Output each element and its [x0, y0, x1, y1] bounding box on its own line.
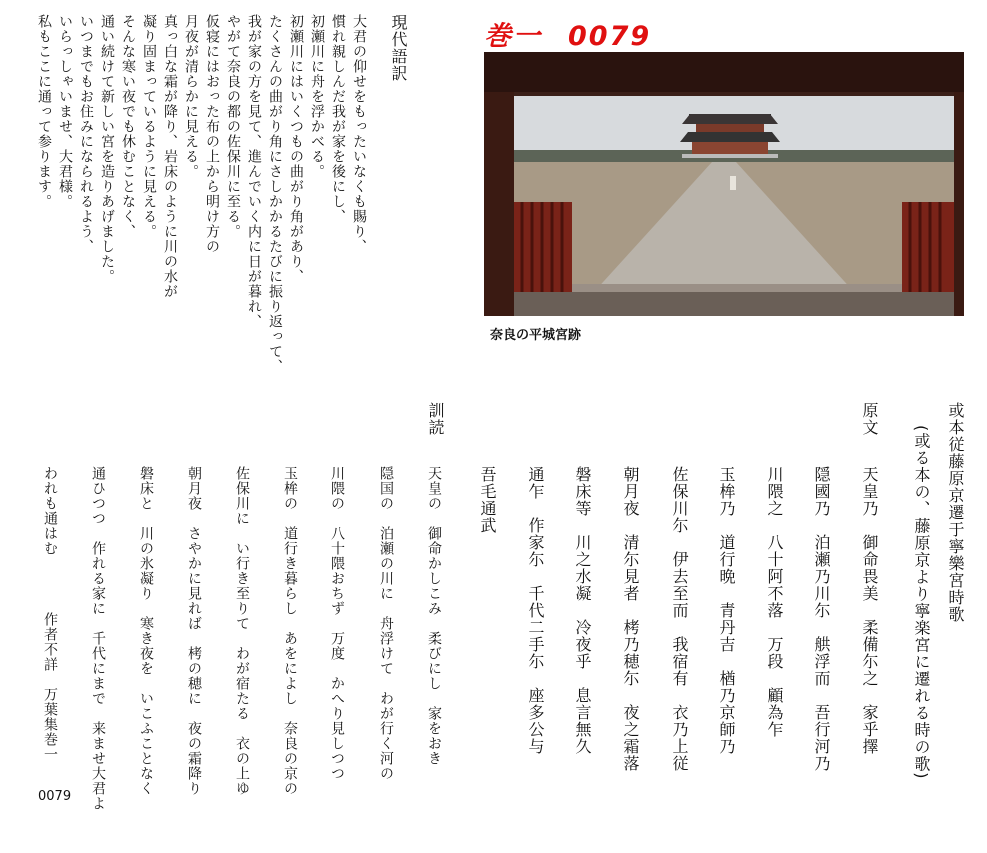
photo-caption: 奈良の平城宮跡 — [490, 328, 582, 343]
kundoku-line: われも通はむ — [42, 466, 58, 556]
original-line: 朝月夜 清尓見者 栲乃穂尓 夜之霜落 — [621, 466, 640, 772]
original-line: 天皇乃 御命畏美 柔備尓之 家乎擇 — [860, 466, 879, 755]
volume-title — [484, 14, 651, 53]
modern-heading: 現代語訳 — [389, 14, 408, 82]
original-line: 通乍 作家尓 千代二手尓 座多公与 — [526, 466, 545, 755]
original-line: 隠國乃 泊瀬乃川尓 舼浮而 吾行河乃 — [812, 466, 831, 772]
modern-line: 通い続けて新しい宮を造りあげました。 — [99, 14, 115, 284]
preface-reading: (或る本の、藤原京より寧楽宮に遷れる時の歌) — [912, 425, 931, 780]
modern-line: いらっしゃいませ、大君様。 — [57, 14, 73, 209]
modern-line: そんな寒い夜でも休むことなく、 — [120, 14, 136, 239]
modern-line: 凝り固まっているように見える。 — [141, 14, 157, 239]
modern-line: 私もここに通って参ります。 — [36, 14, 52, 209]
kundoku-line: 川隈の 八十隈おちず 万度 かへり見しつつ — [329, 466, 345, 781]
kundoku-heading: 訓読 — [426, 402, 445, 436]
modern-line: たくさんの曲がり角にさしかかるたびに振り返って、 — [267, 14, 283, 374]
original-line: 佐保川尓 伊去至而 我宿有 衣乃上従 — [670, 466, 689, 772]
author-credit: 作者不詳 万葉集巻一 — [42, 612, 58, 762]
original-line: 玉桙乃 道行晩 青丹吉 楢乃京師乃 — [717, 466, 736, 755]
modern-line: 初瀬川にはいくつもの曲がり角があり、 — [288, 14, 304, 284]
kundoku-line: 玉桙の 道行き暮らし あをによし 奈良の京の — [282, 466, 298, 796]
poem-number: 0079 — [568, 21, 652, 52]
modern-line: 初瀬川に舟を浮かべる。 — [309, 14, 325, 179]
modern-line: 大君の仰せをもったいなくも賜り、 — [351, 14, 367, 254]
original-line: 川隈之 八十阿不落 万段 顧為乍 — [765, 466, 784, 738]
original-line: 吾毛通武 — [478, 466, 497, 534]
original-heading: 原文 — [860, 402, 879, 436]
kundoku-line: 佐保川に い行き至りて わが宿たる 衣の上ゆ — [234, 466, 250, 796]
original-line: 磐床等 川之水凝 冷夜乎 息言無久 — [573, 466, 592, 755]
modern-line: 真っ白な霜が降り、岩床のように川の水が — [162, 14, 178, 299]
volume-label: 巻一 — [484, 21, 542, 52]
modern-line: 慣れ親しんだ我が家を後にし、 — [330, 14, 346, 224]
kundoku-line: 天皇の 御命かしこみ 柔びにし 家をおき — [426, 466, 442, 766]
modern-line: やがて奈良の都の佐保川に至る。 — [225, 14, 241, 239]
kundoku-line: 朝月夜 さやかに見れば 栲の穂に 夜の霜降り — [186, 466, 202, 796]
kundoku-line: 隠国の 泊瀬の川に 舟浮けて わが行く河の — [378, 466, 394, 781]
kundoku-line: 通ひつつ 作れる家に 千代にまで 来ませ大君よ — [90, 466, 106, 811]
modern-line: 我が家の方を見て、進んでいく内に日が暮れ、 — [246, 14, 262, 329]
modern-line: 月夜が清らかに見える。 — [183, 14, 199, 179]
footer-number: 0079 — [38, 789, 72, 804]
heijo-palace-photo — [484, 52, 964, 316]
kundoku-line: 磐床と 川の氷凝り 寒き夜を いこふことなく — [138, 466, 154, 796]
preface-title: 或本従藤原京遷于寧樂宮時歌 — [946, 402, 965, 623]
modern-line: 仮寝にはおった布の上から明け方の — [204, 14, 220, 254]
modern-line: いつまでもお住みになられるよう、 — [78, 14, 94, 254]
